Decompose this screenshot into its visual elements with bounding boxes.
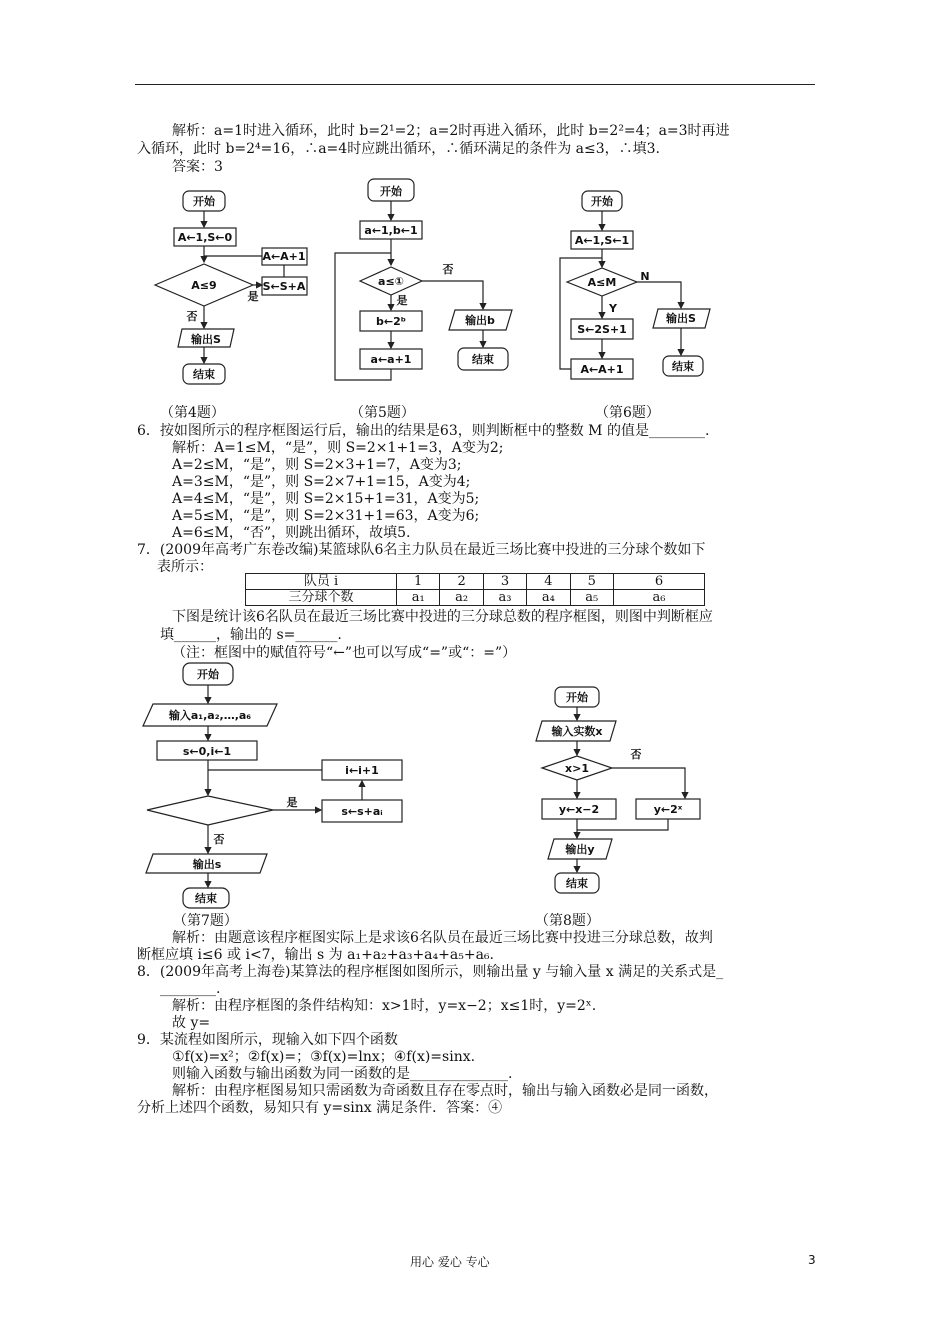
table-cell: a₂ <box>440 590 483 606</box>
svg-text:a≤①: a≤① <box>378 275 404 288</box>
svg-text:i←i+1: i←i+1 <box>345 764 379 777</box>
svg-text:开始: 开始 <box>380 185 402 198</box>
q6-line: A=2≤M，“是”，则 S=2×3+1=7，A变为3; <box>172 457 462 473</box>
svg-text:是: 是 <box>396 294 408 307</box>
table-row <box>246 574 705 590</box>
svg-text:y←2ˣ: y←2ˣ <box>653 803 683 816</box>
table-cell: a₅ <box>570 590 613 606</box>
fig4-caption: （第4题） <box>160 405 225 421</box>
table-cell: a₆ <box>614 590 705 606</box>
svg-text:输出S: 输出S <box>191 333 221 346</box>
fig5-caption: （第5题） <box>350 405 415 421</box>
svg-text:结束: 结束 <box>193 368 215 381</box>
svg-text:N: N <box>640 270 650 283</box>
q6-line: A=3≤M，“是”，则 S=2×7+1=15，A变为4; <box>172 474 471 490</box>
svg-text:开始: 开始 <box>193 195 215 208</box>
table-cell: 队员 i <box>246 574 397 590</box>
svg-text:否: 否 <box>442 263 454 276</box>
q9-solution-line2: 分析上述四个函数，易知只有 y=sinx 满足条件．答案：④ <box>137 1100 503 1116</box>
q7-desc-line1: 下图是统计该6名队员在最近三场比赛中投进的三分球总数的程序框图，则图中判断框应 <box>172 609 713 625</box>
svg-text:S←2S+1: S←2S+1 <box>577 323 627 336</box>
table-cell: a₁ <box>397 590 440 606</box>
svg-text:Y: Y <box>609 302 617 315</box>
q8-question-line2: ________. <box>160 981 221 997</box>
q9-question-line2: 则输入函数与输出函数为同一函数的是______________. <box>172 1066 513 1082</box>
svg-text:开始: 开始 <box>591 195 613 208</box>
q6-line: A=5≤M，“是”，则 S=2×31+1=63，A变为6; <box>172 508 480 524</box>
svg-text:s←s+aᵢ: s←s+aᵢ <box>341 805 383 818</box>
svg-text:x>1: x>1 <box>565 762 589 775</box>
svg-text:否: 否 <box>186 310 198 323</box>
q9-functions: ①f(x)=x²；②f(x)=；③f(x)=lnx；④f(x)=sinx. <box>172 1049 476 1065</box>
svg-text:输入a₁,a₂,…,a₆: 输入a₁,a₂,…,a₆ <box>168 709 252 722</box>
q5-answer: 答案：3 <box>172 159 223 175</box>
q6-line: 解析：A=1≤M，“是”，则 S=2×1+1=3，A变为2; <box>172 440 504 456</box>
q6-question: 6．按如图所示的程序框图运行后，输出的结果是63，则判断框中的整数 M 的值是________. <box>137 423 710 439</box>
svg-text:输出s: 输出s <box>192 858 222 871</box>
svg-text:A←1,S←1: A←1,S←1 <box>574 234 630 247</box>
q7-desc-line2: 填______，输出的 s=______. <box>160 627 342 643</box>
table-cell: a₃ <box>483 590 526 606</box>
q7-table <box>245 573 705 606</box>
q8-question-line1: 8．(2009年高考上海卷)某算法的程序框图如图所示，则输出量 y 与输入量 x 满足的关系式是_ <box>137 964 724 980</box>
svg-text:输入实数x: 输入实数x <box>551 725 603 738</box>
header-rule <box>135 84 815 85</box>
q7-note: （注：框图中的赋值符号“←”也可以写成“=”或“：=”） <box>172 645 517 661</box>
svg-text:结束: 结束 <box>672 360 694 373</box>
q6-line: A=6≤M，“否”，则跳出循环，故填5. <box>172 525 411 541</box>
fig7-caption: （第7题） <box>173 913 238 929</box>
table-cell: 3 <box>483 574 526 590</box>
q8-solution: 解析：由程序框图的条件结构知：x>1时，y=x−2；x≤1时，y=2ˣ. <box>172 998 597 1014</box>
flowchart-q7 <box>135 660 425 915</box>
flowchart-q6 <box>555 188 730 398</box>
flowchart-q5 <box>330 175 530 385</box>
svg-text:开始: 开始 <box>566 691 588 704</box>
svg-text:否: 否 <box>630 748 642 761</box>
table-cell: 6 <box>614 574 705 590</box>
svg-text:s←0,i←1: s←0,i←1 <box>182 745 232 758</box>
table-cell: a₄ <box>527 590 570 606</box>
flowchart-q8 <box>530 680 730 900</box>
svg-text:开始: 开始 <box>197 668 219 681</box>
svg-text:是: 是 <box>286 796 298 809</box>
svg-text:a←1,b←1: a←1,b←1 <box>364 224 418 237</box>
q8-solution-line2: 故 y= <box>172 1015 211 1031</box>
svg-text:A←A+1: A←A+1 <box>580 363 624 376</box>
svg-text:否: 否 <box>213 833 225 846</box>
q7-solution-line2: 断框应填 i≤6 或 i<7，输出 s 为 a₁+a₂+a₃+a₄+a₅+a₆. <box>137 947 494 963</box>
svg-text:结束: 结束 <box>195 892 217 905</box>
svg-text:a←a+1: a←a+1 <box>370 353 412 366</box>
q9-solution-line1: 解析：由程序框图易知只需函数为奇函数且存在零点时，输出与输入函数必是同一函数， <box>172 1083 718 1099</box>
svg-text:A←1,S←0: A←1,S←0 <box>177 231 233 244</box>
fig8-caption: （第8题） <box>535 913 600 929</box>
svg-text:是: 是 <box>247 290 259 303</box>
svg-text:A≤M: A≤M <box>587 276 617 289</box>
table-cell: 5 <box>570 574 613 590</box>
fig6-caption: （第6题） <box>595 405 660 421</box>
q9-question: 9．某流程如图所示，现输入如下四个函数 <box>137 1032 398 1048</box>
q5-solution-line2: 入循环，此时 b=2⁴=16，∴a=4时应跳出循环，∴循环满足的条件为 a≤3，∴填3. <box>137 141 660 157</box>
svg-text:A≤9: A≤9 <box>191 279 217 292</box>
svg-text:结束: 结束 <box>566 877 588 890</box>
page-number: 3 <box>808 1253 816 1267</box>
svg-text:A←A+1: A←A+1 <box>262 250 306 263</box>
svg-text:输出b: 输出b <box>465 314 495 327</box>
q7-question-line1: 7．(2009年高考广东卷改编)某篮球队6名主力队员在最近三场比赛中投进的三分球个数如下 <box>137 542 706 558</box>
svg-text:输出y: 输出y <box>565 843 595 856</box>
table-cell: 4 <box>527 574 570 590</box>
svg-text:结束: 结束 <box>472 353 494 366</box>
table-cell: 2 <box>440 574 483 590</box>
svg-text:S←S+A: S←S+A <box>262 280 306 293</box>
q5-solution-line1: 解析：a=1时进入循环，此时 b=2¹=2；a=2时再进入循环，此时 b=2²=4；a=3时再进 <box>172 123 730 139</box>
svg-text:输出S: 输出S <box>666 312 696 325</box>
table-row <box>246 590 705 606</box>
table-cell: 三分球个数 <box>246 590 397 606</box>
flowchart-q4 <box>150 185 320 390</box>
svg-text:y←x−2: y←x−2 <box>558 803 600 816</box>
svg-text:b←2ᵇ: b←2ᵇ <box>375 315 407 328</box>
footer-slogan: 用心 爱心 专心 <box>410 1255 490 1269</box>
q7-question-line2: 表所示： <box>157 559 213 575</box>
table-cell: 1 <box>397 574 440 590</box>
q6-line: A=4≤M，“是”，则 S=2×15+1=31，A变为5; <box>172 491 480 507</box>
q7-solution-line1: 解析：由题意该程序框图实际上是求该6名队员在最近三场比赛中投进三分球总数，故判 <box>172 930 713 946</box>
